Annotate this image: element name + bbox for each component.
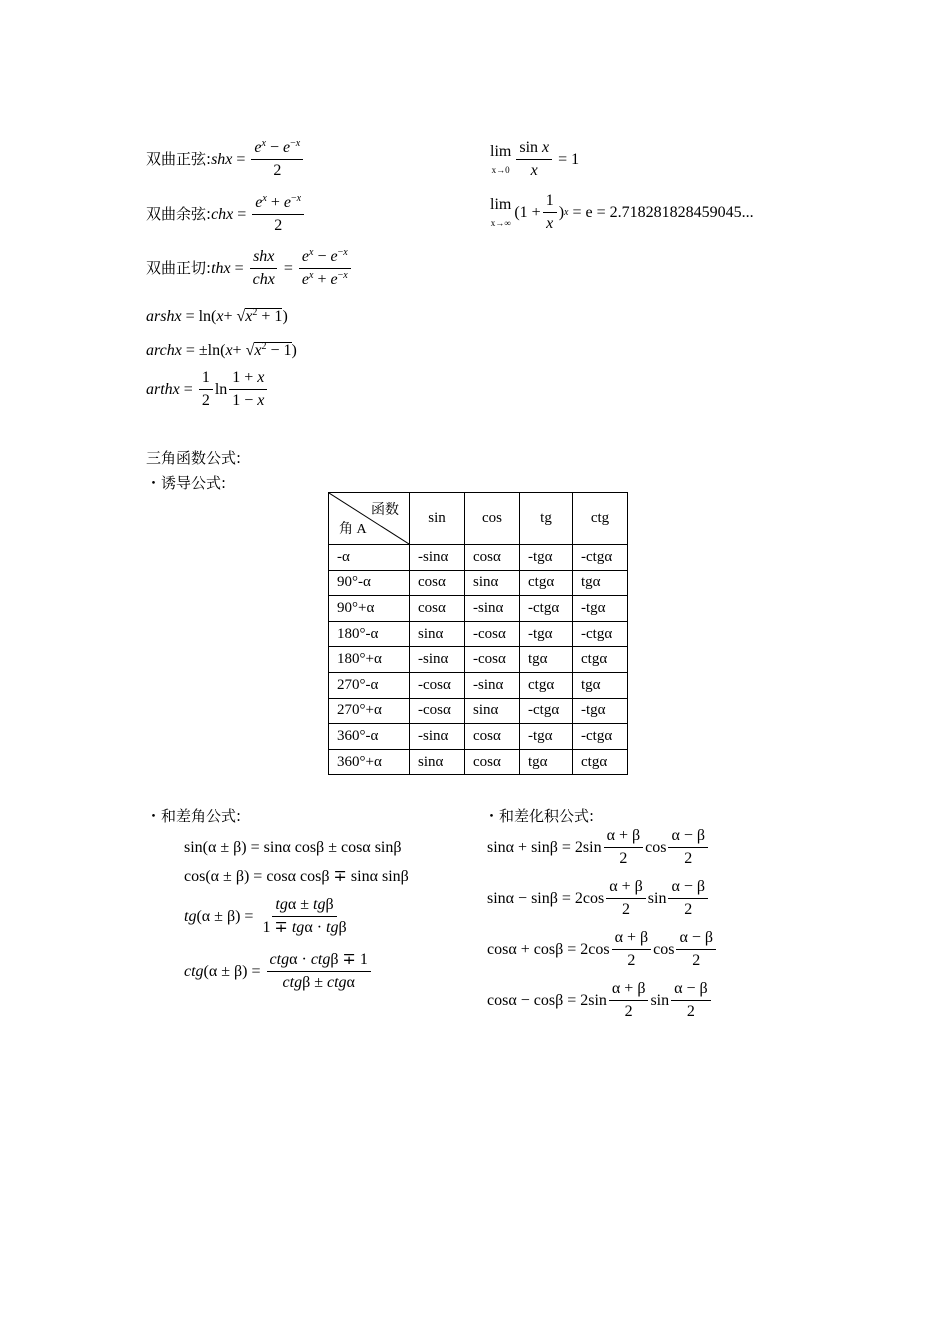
cell: 180°-α (329, 621, 410, 647)
lim-sub-0: x→0 (491, 165, 510, 175)
formula-cosh: 双曲余弦: chx = $\frac{e^x + e^{-x}}{2}$ (146, 195, 306, 234)
cell: -cosα (465, 647, 520, 673)
cell: tgα (573, 672, 628, 698)
cell: cosα (465, 749, 520, 775)
table-row (329, 545, 628, 571)
corner-top-label: 函数 (371, 502, 399, 518)
lim-word: lim (490, 143, 512, 160)
formula-sin-plus-sin: sinα + sinβ = 2sin $\frac{\alpha + \beta}{2}$ cos α − β 2 (487, 828, 710, 867)
cell: -ctgα (573, 724, 628, 750)
cell: 360°-α (329, 724, 410, 750)
cell: -cosα (410, 672, 465, 698)
lim-sub-inf: x→∞ (490, 218, 511, 228)
arch-label: archx (146, 341, 182, 359)
table-row (329, 647, 628, 673)
header-tg: tg (520, 493, 573, 545)
formula-tanh: 双曲正切: thx = shx chx = $\frac{e^x - e^{-x}}{e^x + e^{-x}}$ (146, 249, 353, 288)
table-corner (329, 493, 410, 545)
header-cos: cos (465, 493, 520, 545)
cell: -tgα (573, 596, 628, 622)
cell: -cosα (410, 698, 465, 724)
cell: -tgα (520, 621, 573, 647)
cell: -sinα (465, 672, 520, 698)
table-row (329, 596, 628, 622)
cell: cosα (410, 570, 465, 596)
table-row (329, 621, 628, 647)
cell: cosα (465, 545, 520, 571)
cell: -sinα (410, 724, 465, 750)
table-row (329, 570, 628, 596)
formula-limit-sinx: lim x→0 $\frac{\text{sin x}}{x}$ = 1 (490, 139, 580, 179)
tanh-label: 双曲正切: (146, 259, 212, 277)
cell: ctgα (573, 647, 628, 673)
cell: ctgα (573, 749, 628, 775)
table-header-row (329, 493, 628, 545)
table-row (329, 672, 628, 698)
formula-tg-sum: tg (α ± β) = tgα ± tgβ 1 ∓ tgα · tgβ (184, 896, 347, 936)
cell: tgα (573, 570, 628, 596)
trig-title: 三角函数公式: (146, 449, 242, 467)
cell: -ctgα (520, 698, 573, 724)
cell: -sinα (410, 647, 465, 673)
cell: cosα (465, 724, 520, 750)
cosh-label: 双曲余弦: (146, 205, 212, 223)
formula-arsinh: arshx = ln( x + √ $x^2 + 1$ ) (146, 307, 288, 325)
arsh-label: arshx (146, 307, 182, 325)
cell: ctgα (520, 570, 573, 596)
cell: sinα (410, 621, 465, 647)
cell: 270°-α (329, 672, 410, 698)
formula-arcosh: archx = ±ln( x + √ $x^2 - 1$ ) (146, 341, 297, 359)
cell: 90°-α (329, 570, 410, 596)
e-value: e = 2.718281828459045... (585, 203, 754, 221)
cell: -tgα (520, 545, 573, 571)
sum-to-product-title: ・和差化积公式: (484, 807, 595, 825)
cell: -sinα (410, 545, 465, 571)
cell: 90°+α (329, 596, 410, 622)
arth-label: arthx (146, 380, 180, 398)
cell: sinα (465, 570, 520, 596)
cell: -ctgα (573, 621, 628, 647)
cell: -ctgα (520, 596, 573, 622)
formula-sinh: 双曲正弦: shx = $\frac{e^x - e^{-x}}{2}$ (146, 140, 305, 179)
cell: -tgα (573, 698, 628, 724)
cell: sinα (410, 749, 465, 775)
formula-artanh: arthx = $\frac{1}{2}$ ln 1 + x 1 − x (146, 370, 269, 409)
formula-cos-sum: cos(α ± β) = cosα cosβ ∓ sinα sinβ (184, 868, 409, 885)
cell: 360°+α (329, 749, 410, 775)
formula-sin-minus-sin: sinα − sinβ = 2cos $\frac{\alpha + \beta}{2}$ sin α − β 2 (487, 879, 710, 918)
cell: 270°+α (329, 698, 410, 724)
header-ctg: ctg (573, 493, 628, 545)
formula-ctg-sum: ctg (α ± β) = ctgα · ctgβ ∓ 1 ctgβ ± ctgα (184, 952, 373, 991)
cell: -tgα (520, 724, 573, 750)
sum-diff-title: ・和差角公式: (146, 807, 242, 825)
cell: -α (329, 545, 410, 571)
cell: cosα (410, 596, 465, 622)
formula-cos-minus-cos: cosα − cosβ = 2sin $\frac{\alpha + \beta}{2}$ sin α − β 2 (487, 981, 713, 1020)
cell: tgα (520, 647, 573, 673)
cell: -sinα (465, 596, 520, 622)
table-row (329, 724, 628, 750)
cell: -cosα (465, 621, 520, 647)
corner-bottom-label: 角 A (339, 522, 367, 537)
table-row (329, 749, 628, 775)
cell: 180°+α (329, 647, 410, 673)
formula-sin-sum: sin(α ± β) = sinα cosβ ± cosα sinβ (184, 839, 402, 856)
induction-table (328, 492, 628, 775)
cell: tgα (520, 749, 573, 775)
header-sin: sin (410, 493, 465, 545)
cell: ctgα (520, 672, 573, 698)
cell: sinα (465, 698, 520, 724)
cell: -ctgα (573, 545, 628, 571)
formula-cos-plus-cos: cosα + cosβ = 2cos $\frac{\alpha + \beta}{2}$ cos α − β 2 (487, 930, 718, 969)
lim-word-2: lim (490, 196, 512, 213)
induction-title: ・诱导公式: (146, 474, 227, 492)
table-row (329, 698, 628, 724)
sinh-label: 双曲正弦: (146, 150, 212, 168)
formula-limit-e: lim x→∞ (1 + 1 x ) x = e = 2.718281828459045... (490, 192, 754, 232)
